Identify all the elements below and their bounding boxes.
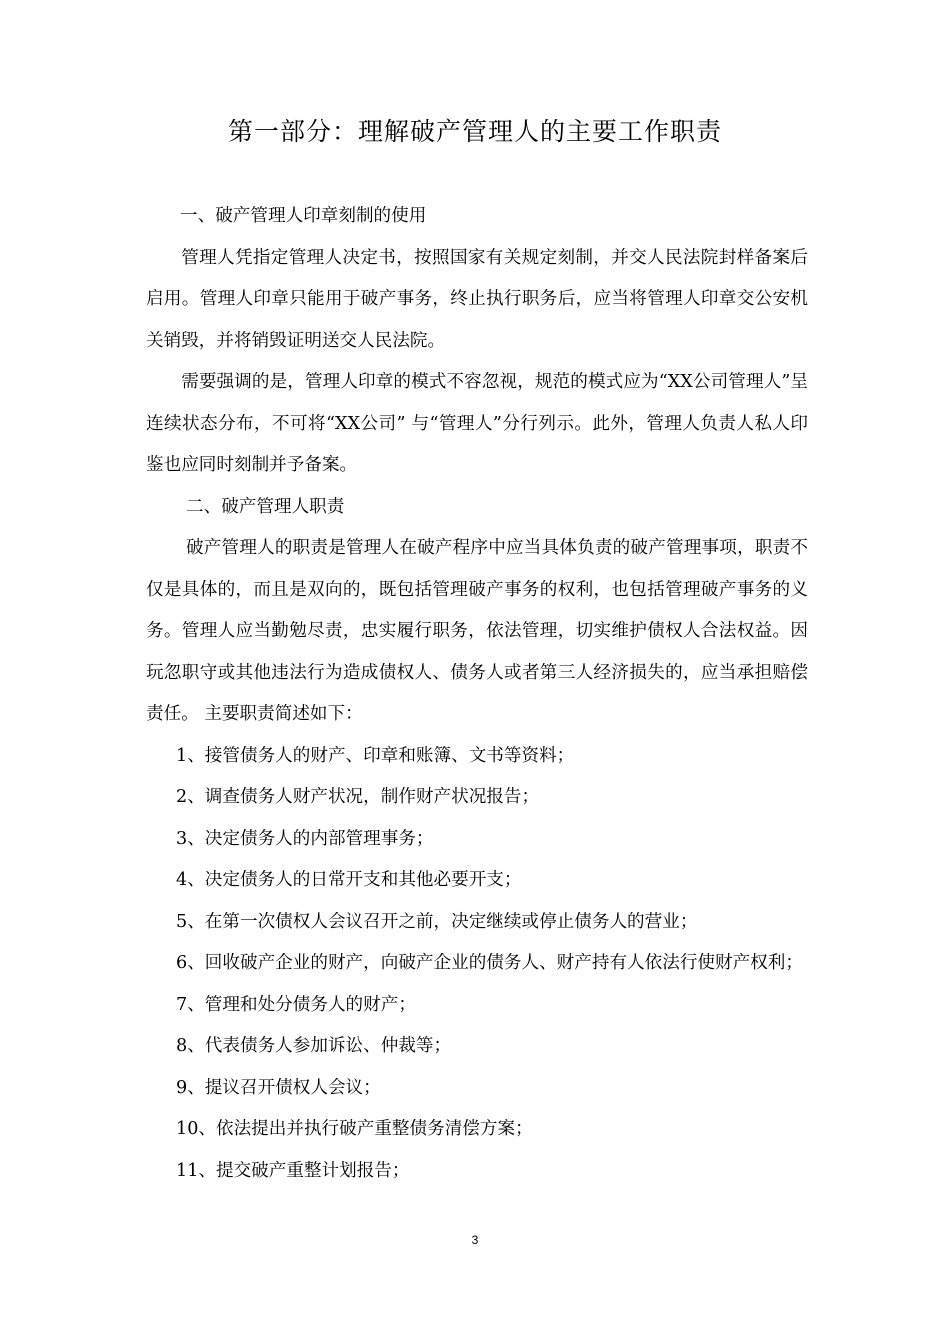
page-number: 3	[471, 1233, 479, 1247]
section-heading-duties: 二、破产管理人职责	[186, 496, 345, 517]
duty-item: 11、提交破产重整计划报告；	[176, 1160, 410, 1181]
section-heading-seal: 一、破产管理人印章刻制的使用	[180, 206, 427, 226]
paragraph-seal-usage: 管理人凭指定管理人决定书，按照国家有关规定刻制，并交人民法院封样备案后启用。管理人印章只能用于破产事务，终止执行职务后，应当将管理人印章交公安机关销毁，并将销毁证明送交人民法院。	[146, 247, 808, 351]
duty-item: 10、依法提出并执行破产重整债务清偿方案；	[176, 1119, 533, 1139]
paragraph-duties-intro: 破产管理人的职责是管理人在破产程序中应当具体负责的破产管理事项，职责不仅是具体的，而且是双向的，既包括管理破产事务的权利，也包括管理破产事务的义务。管理人应当勤勉尽责，忠实履行职务，依法管理，切实维护债权人合法权益。因玩忽职守或其他违法行为造成债权人、债务人或者第三人经济损失的，应当承担赔偿责任。 主要职责简述如下：	[146, 538, 808, 724]
duty-item: 3、决定债务人的内部管理事务；	[176, 828, 434, 849]
duty-item: 4、决定债务人的日常开支和其他必要开支；	[176, 870, 522, 890]
page-title: 第一部分：理解破产管理人的主要工作职责	[227, 117, 722, 146]
document-body	[146, 196, 808, 1192]
paragraph-seal-format: 需要强调的是，管理人印章的模式不容忽视，规范的模式应为“XX公司管理人”呈连续状态分布，不可将“XX公司” 与“管理人”分行列示。此外，管理人负责人私人印鉴也应同时刻制并予备案。	[146, 372, 808, 475]
duty-item: 1、接管债务人的财产、印章和账簿、文书等资料；	[176, 745, 575, 766]
duty-item: 9、提议召开债权人会议；	[176, 1077, 381, 1098]
duty-item: 2、调查债务人财产状况，制作财产状况报告；	[176, 787, 540, 807]
duty-item: 5、在第一次债权人会议召开之前，决定继续或停止债务人的营业；	[176, 911, 698, 932]
duty-item: 8、代表债务人参加诉讼、仲裁等；	[176, 1036, 452, 1056]
duty-item: 7、管理和处分债务人的财产；	[176, 994, 416, 1015]
duty-item: 6、回收破产企业的财产，向破产企业的债务人、财产持有人依法行使财产权利；	[176, 953, 803, 973]
